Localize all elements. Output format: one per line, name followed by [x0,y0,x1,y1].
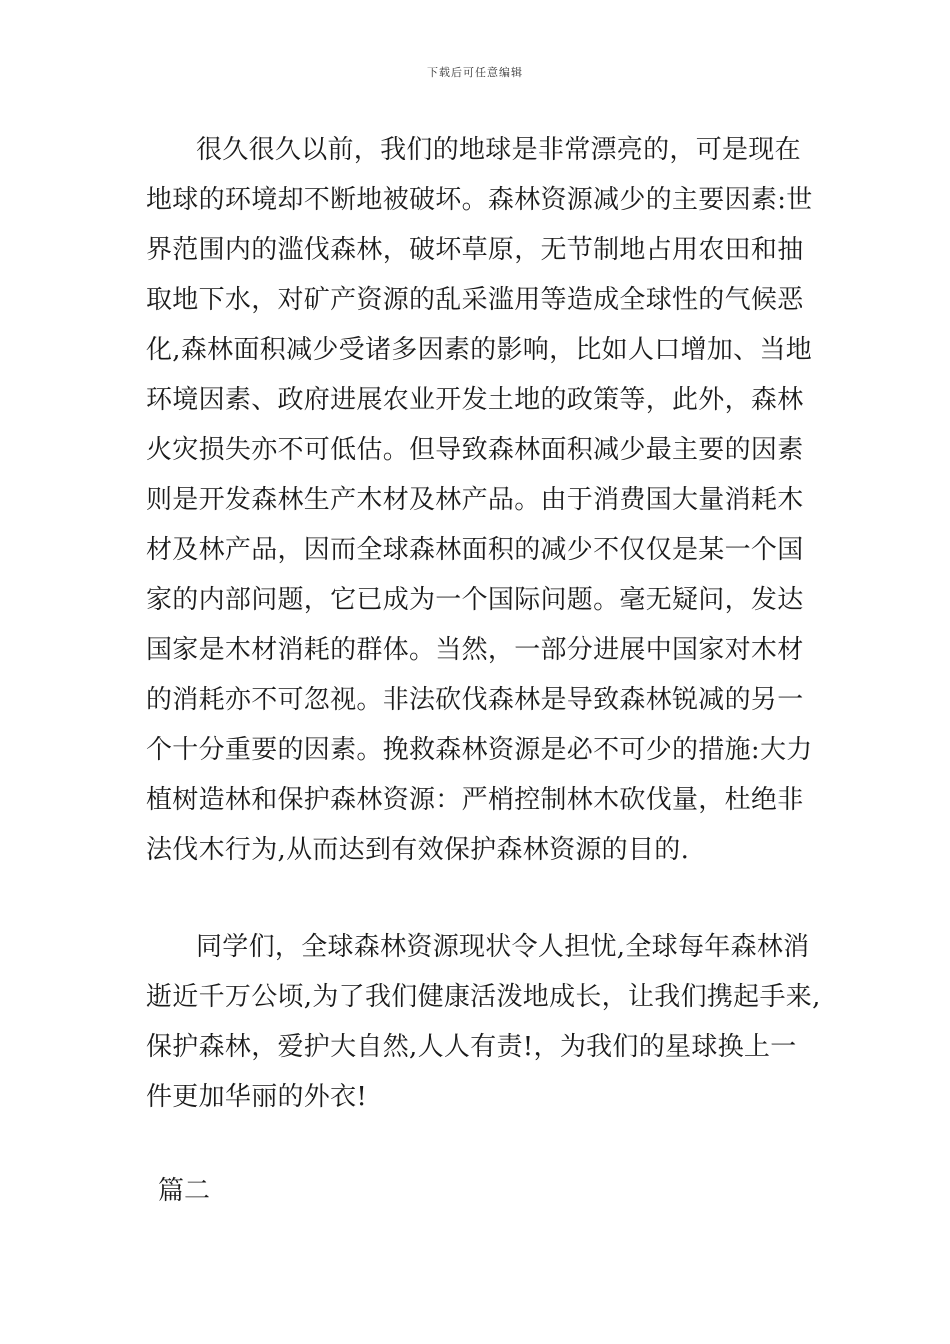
text-line: 材及林产品，因而全球森林面积的减少不仅仅是某一个国 [146,535,804,565]
text-line: 国家是木材消耗的群体。当然，一部分进展中国家对木材 [146,635,804,665]
text-line: 火灾损失亦不可低估。但导致森林面积减少最主要的因素 [146,435,804,465]
section-heading: 篇二 [158,1176,211,1206]
text-line: 植树造林和保护森林资源：严梢控制林木砍伐量，杜绝非 [146,785,804,815]
text-line: 界范围内的滥伐森林，破坏草原，无节制地占用农田和抽 [146,235,804,265]
page-header-note: 下载后可任意编辑 [427,66,523,79]
text-line: 很久很久以前，我们的地球是非常漂亮的，可是现在 [196,135,801,165]
text-line: 逝近千万公顷,为了我们健康活泼地成长，让我们携起手来, [146,982,821,1012]
text-line: 地球的环境却不断地被破坏。森林资源减少的主要因素:世 [146,185,813,215]
text-line: 法伐木行为,从而达到有效保护森林资源的目的. [146,835,690,865]
text-line: 取地下水，对矿产资源的乱采滥用等造成全球性的气候恶 [146,285,804,315]
text-line: 个十分重要的因素。挽救森林资源是必不可少的措施:大力 [146,735,813,765]
text-line: 同学们，全球森林资源现状令人担忧,全球每年森林消 [196,932,810,962]
text-line: 保护森林，爱护大自然,人人有责!，为我们的星球换上一 [146,1032,797,1062]
text-line: 化,森林面积减少受诸多因素的影响，比如人口增加、当地 [146,335,813,365]
text-line: 家的内部问题，它已成为一个国际问题。毫无疑问，发达 [146,585,804,615]
text-line: 件更加华丽的外衣! [146,1082,368,1112]
text-line: 环境因素、政府进展农业开发土地的政策等，此外，森林 [146,385,804,415]
text-line: 则是开发森林生产木材及林产品。由于消费国大量消耗木 [146,485,804,515]
text-line: 的消耗亦不可忽视。非法砍伐森林是导致森林锐减的另一 [146,685,804,715]
